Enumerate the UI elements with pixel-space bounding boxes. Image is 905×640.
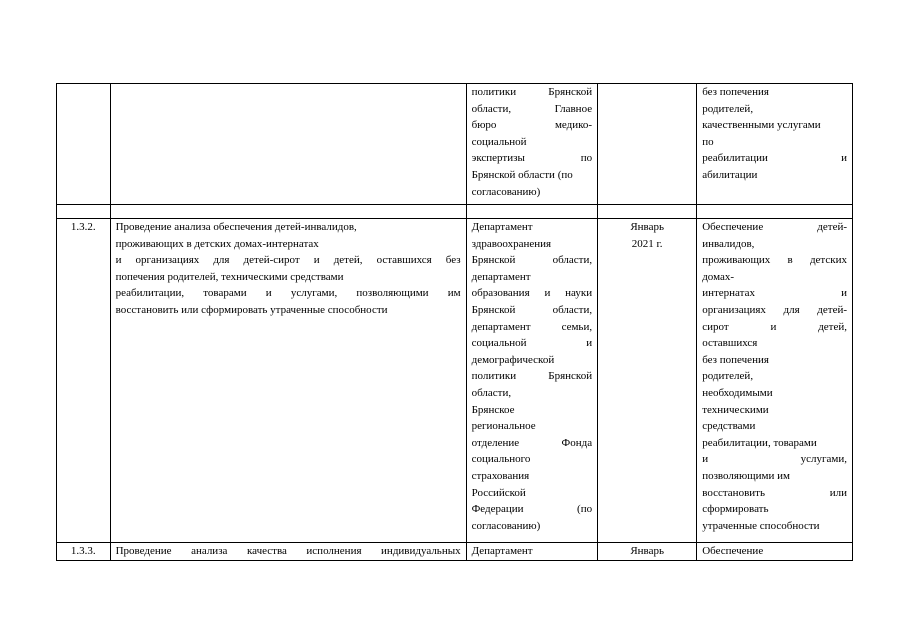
cell-line: по xyxy=(702,135,714,148)
cell-line: области, Главное xyxy=(471,102,593,115)
row-number: 1.3.3. xyxy=(57,543,111,561)
cell-line: оставшихся xyxy=(702,337,758,350)
row-executor xyxy=(466,219,597,543)
cell-line: восстановить или xyxy=(702,486,847,499)
table-row-spacer xyxy=(57,205,853,219)
cell-line: родителей, xyxy=(702,102,754,115)
deadline-line: Январь xyxy=(630,221,664,233)
row-number: 1.3.2. xyxy=(57,219,111,543)
cell-line: и услугами, xyxy=(702,453,847,466)
cell-line: Брянской области, xyxy=(471,254,593,267)
cell-line: реабилитации, товарами и услугами, позволяющими им xyxy=(115,287,461,300)
cell-line: согласованию) xyxy=(471,519,541,532)
row-result xyxy=(697,543,853,561)
row-number xyxy=(57,84,111,205)
cell-line: согласованию) xyxy=(471,185,541,198)
cell-line: Брянской области, xyxy=(471,303,593,316)
cell-line: утраченные способности xyxy=(702,519,820,532)
row-result xyxy=(697,84,853,205)
cell-line: демографической xyxy=(471,353,555,366)
cell-line: реабилитации и xyxy=(702,152,847,165)
plan-table xyxy=(56,83,853,561)
cell-line: родителей, xyxy=(702,370,754,383)
cell-line: Брянской области (по xyxy=(471,168,573,181)
table-row xyxy=(57,543,853,561)
cell-line: инвалидов, xyxy=(702,237,755,250)
cell-line: Проведение анализа качества исполнения индивидуальных xyxy=(115,545,461,557)
cell-line: домах- xyxy=(702,270,735,283)
cell-line: Проведение анализа обеспечения детей-инвалидов, xyxy=(115,221,357,233)
row-deadline xyxy=(598,543,697,561)
cell-line: департамент семьи, xyxy=(471,320,593,333)
cell-line: проживающих в детских xyxy=(702,254,847,267)
row-executor xyxy=(466,543,597,561)
cell-line: абилитации xyxy=(702,168,758,181)
row-description xyxy=(110,219,466,543)
cell-line: Обеспечение xyxy=(702,545,764,557)
row-description xyxy=(110,543,466,561)
cell-line: проживающих в детских домах-интернатах xyxy=(115,237,319,250)
cell-line: политики Брянской xyxy=(471,370,593,383)
cell-line: реабилитации, товарами xyxy=(702,436,817,449)
row-executor xyxy=(466,84,597,205)
cell-line: экспертизы по xyxy=(471,152,593,165)
cell-line: и организациях для детей-сирот и детей, оставшихся без xyxy=(115,254,461,267)
row-description xyxy=(110,84,466,205)
cell-line: позволяющими им xyxy=(702,469,790,482)
cell-line: социальной и xyxy=(471,337,593,350)
table-row xyxy=(57,84,853,205)
cell-line: образования и науки xyxy=(471,287,593,300)
cell-line: без попечения xyxy=(702,86,769,98)
cell-line: Департамент xyxy=(471,221,533,233)
cell-line: восстановить или сформировать утраченные способности xyxy=(115,303,388,316)
cell-line: качественными услугами xyxy=(702,119,821,132)
cell-line: политики Брянской xyxy=(471,86,593,98)
row-deadline xyxy=(598,84,697,205)
table-row xyxy=(57,219,853,543)
cell-line: техническими xyxy=(702,403,769,416)
cell-line: области, xyxy=(471,386,512,399)
cell-line: отделение Фонда xyxy=(471,436,593,449)
cell-line: здравоохранения xyxy=(471,237,552,250)
row-result xyxy=(697,219,853,543)
cell-line: Российской xyxy=(471,486,526,499)
cell-line: сформировать xyxy=(702,503,769,516)
cell-line: бюро медико- xyxy=(471,119,593,132)
cell-line: социального xyxy=(471,453,531,466)
cell-line: Брянское xyxy=(471,403,515,416)
cell-line: Департамент xyxy=(471,545,533,557)
cell-line: региональное xyxy=(471,420,536,433)
cell-line: сирот и детей, xyxy=(702,320,847,333)
deadline-line: Январь xyxy=(630,545,664,557)
cell-line: департамент xyxy=(471,270,531,283)
deadline-line: 2021 г. xyxy=(631,237,663,250)
cell-line: необходимыми xyxy=(702,386,773,399)
cell-line: средствами xyxy=(702,420,756,433)
cell-line: без попечения xyxy=(702,353,769,366)
cell-line: страхования xyxy=(471,469,530,482)
row-deadline xyxy=(598,219,697,543)
cell-line: социальной xyxy=(471,135,527,148)
cell-line: организациях для детей- xyxy=(702,303,847,316)
cell-line: Федерации (по xyxy=(471,503,593,516)
cell-line: попечения родителей, техническими средствами xyxy=(115,270,344,283)
cell-line: интернатах и xyxy=(702,287,847,300)
cell-line: Обеспечение детей- xyxy=(702,221,847,233)
